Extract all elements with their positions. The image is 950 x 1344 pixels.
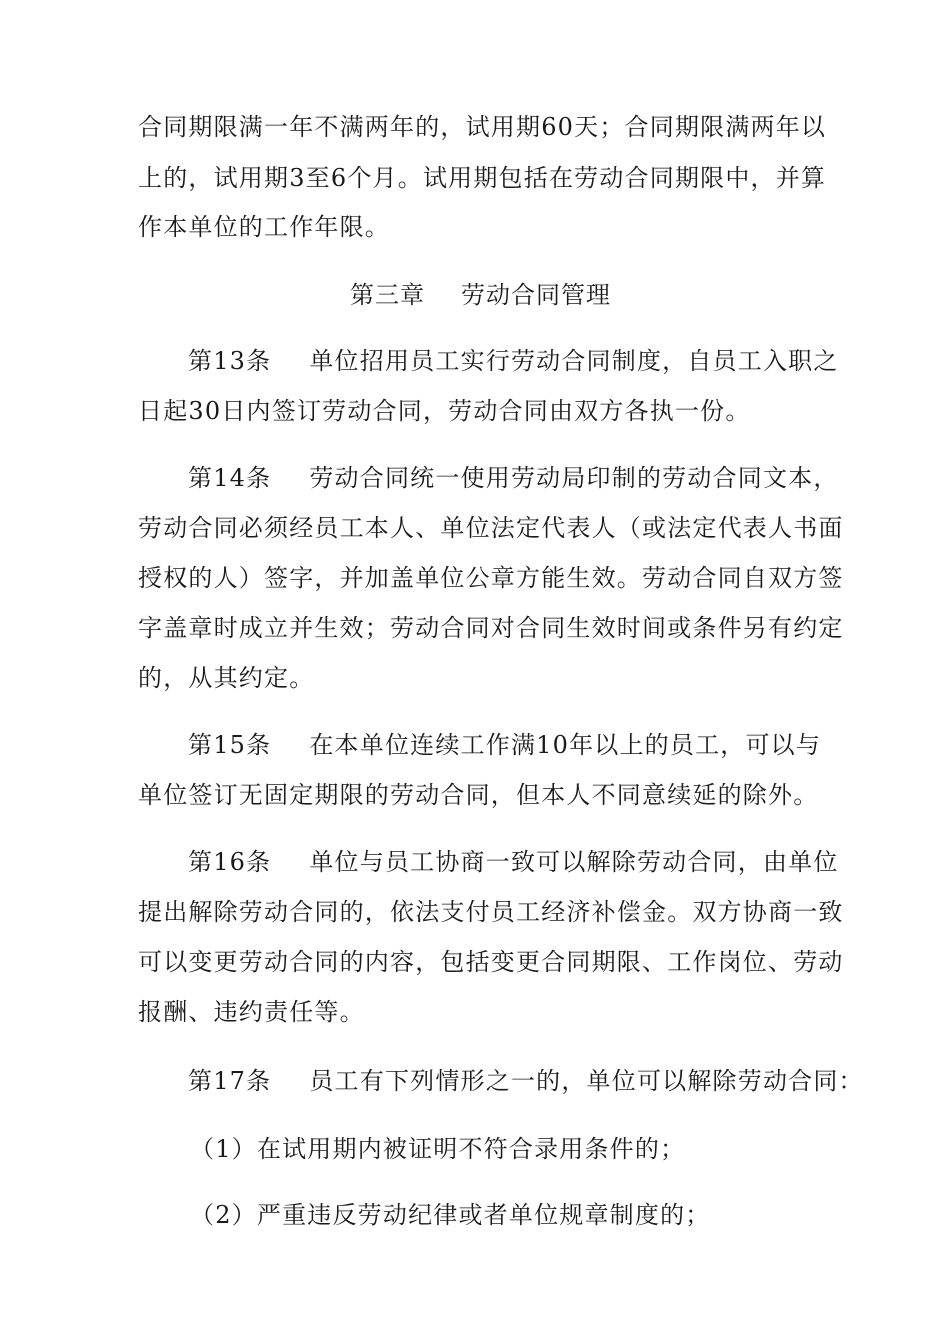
article-15-first-line: [188, 730, 821, 760]
article-15-line-2: 单位签订无固定期限的劳动合同，但本人不同意续延的除外。: [138, 781, 819, 809]
article-14-first-line: [188, 463, 839, 493]
chapter-heading: [350, 280, 611, 310]
article-16-line-2: 提出解除劳动合同的，依法支付员工经济补偿金。双方协商一致: [138, 898, 844, 926]
article-text: 单位招用员工实行劳动合同制度，自员工入职之: [309, 347, 839, 375]
article-14-line-4: 字盖章时成立并生效；劳动合同对合同生效时间或条件另有约定: [138, 614, 844, 642]
list-item-1: （1）在试用期内被证明不符合录用条件的；: [190, 1135, 686, 1163]
article-16-line-3: 可以变更劳动合同的内容，包括变更合同期限、工作岗位、劳动: [138, 948, 844, 976]
article-text: 单位与员工协商一致可以解除劳动合同，由单位: [309, 848, 839, 876]
article-13-first-line: [188, 346, 839, 376]
intro-line-2: 上的，试用期3至6个月。试用期包括在劳动合同期限中，并算: [138, 164, 827, 192]
article-16-line-4: 报酬、违约责任等。: [138, 998, 365, 1026]
article-17-first-line: [188, 1066, 864, 1096]
chapter-number: 第三章: [350, 281, 425, 309]
article-number: 第14条: [188, 464, 272, 492]
article-number: 第13条: [188, 347, 272, 375]
article-16-first-line: [188, 847, 839, 877]
article-14-line-3: 授权的人）签字，并加盖单位公章方能生效。劳动合同自双方签: [138, 564, 844, 592]
article-13-line-2: 日起30日内签订劳动合同，劳动合同由双方各执一份。: [138, 397, 751, 425]
chapter-title: 劳动合同管理: [461, 281, 611, 309]
article-text: 在本单位连续工作满10年以上的员工，可以与: [309, 731, 822, 759]
article-number: 第15条: [188, 731, 272, 759]
list-item-2: （2）严重违反劳动纪律或者单位规章制度的；: [190, 1201, 711, 1229]
article-text: 员工有下列情形之一的，单位可以解除劳动合同：: [309, 1067, 864, 1095]
intro-line-1: 合同期限满一年不满两年的，试用期60天；合同期限满两年以: [138, 113, 827, 141]
article-14-line-2: 劳动合同必须经员工本人、单位法定代表人（或法定代表人书面: [138, 514, 844, 542]
article-text: 劳动合同统一使用劳动局印制的劳动合同文本，: [309, 464, 839, 492]
article-number: 第17条: [188, 1067, 272, 1095]
article-number: 第16条: [188, 848, 272, 876]
intro-line-3: 作本单位的工作年限。: [138, 213, 390, 241]
article-14-line-5: 的，从其约定。: [138, 664, 315, 692]
